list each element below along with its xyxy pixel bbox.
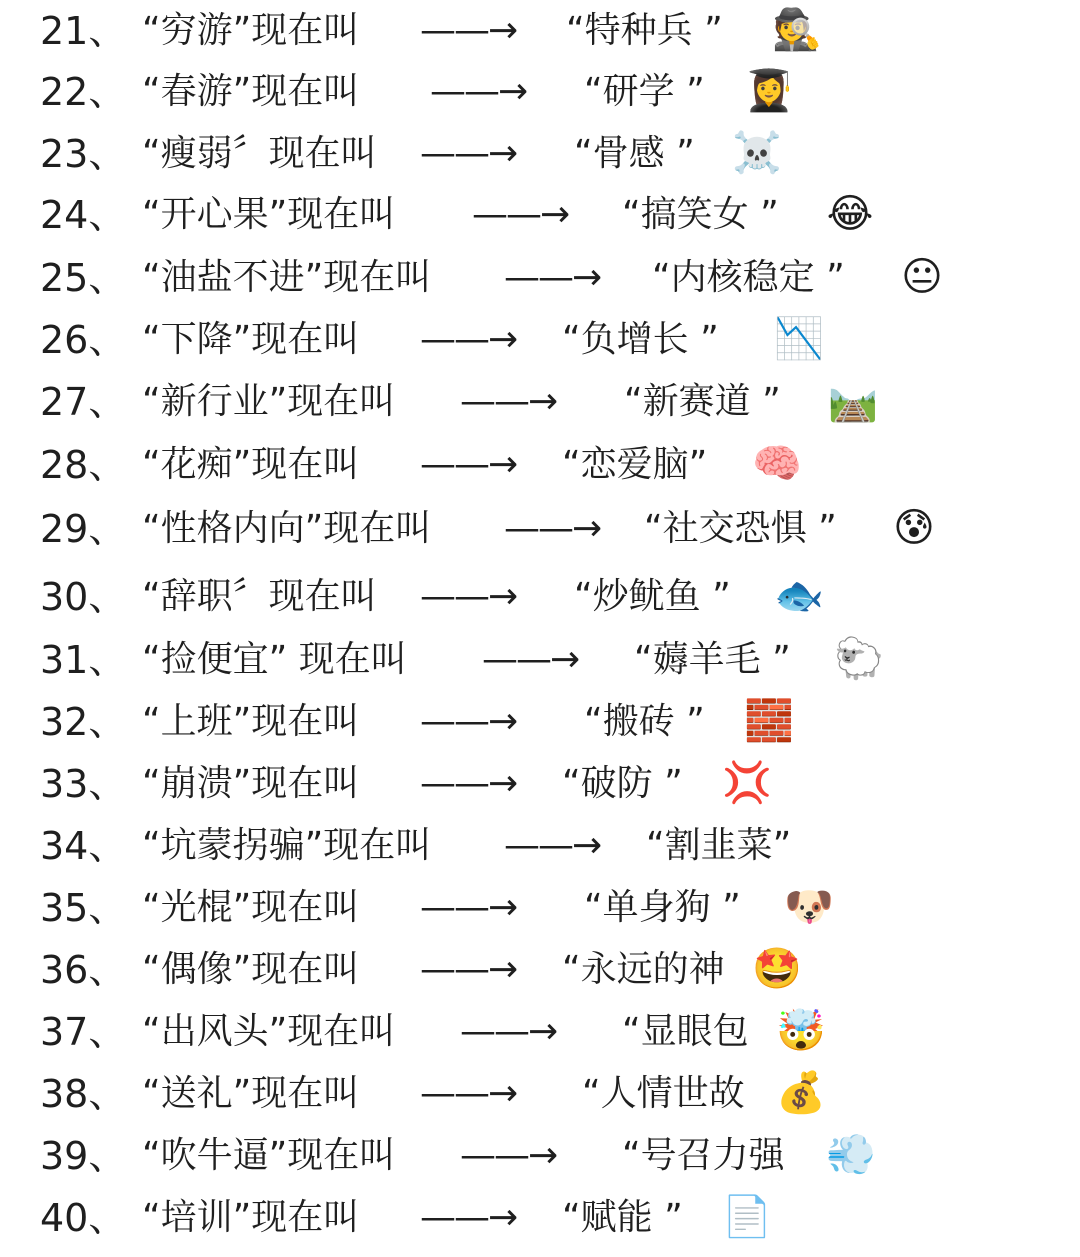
old-term: “下降”现在叫	[142, 319, 360, 360]
arrow: ——→	[420, 133, 517, 174]
arrow: ——→	[460, 381, 557, 422]
document-emoji-icon: 📄	[722, 1194, 772, 1240]
item-number: 30、	[40, 575, 127, 619]
item-number: 33、	[40, 762, 127, 806]
exploding-head-emoji-icon: 🤯	[776, 1008, 826, 1054]
chart-decreasing-emoji-icon: 📉	[774, 316, 824, 362]
item-number: 23、	[40, 132, 127, 176]
list-item	[0, 939, 1080, 1001]
new-term: “显眼包	[622, 1011, 749, 1052]
list-item	[0, 371, 1080, 433]
item-number: 35、	[40, 886, 127, 930]
old-term: “新行业”现在叫	[142, 381, 396, 422]
list-item	[0, 498, 1080, 560]
old-term: “捡便宜” 现在叫	[142, 639, 407, 680]
dog-face-emoji-icon: 🐶	[784, 884, 834, 930]
money-bag-emoji-icon: 💰	[776, 1070, 826, 1116]
new-term: “研学 ”	[584, 71, 705, 112]
fish-emoji-icon: 🐟	[774, 573, 824, 619]
list-item	[0, 629, 1080, 691]
arrow: ——→	[420, 949, 517, 990]
arrow: ——→	[420, 444, 517, 485]
old-term: “培训”现在叫	[142, 1197, 360, 1238]
item-number: 31、	[40, 638, 127, 682]
dash-emoji-icon: 💨	[826, 1132, 876, 1178]
list-item	[0, 123, 1080, 185]
list-item	[0, 184, 1080, 246]
detective-emoji-icon: 🕵️	[772, 7, 822, 53]
new-term: “社交恐惧 ”	[644, 508, 837, 549]
old-term: “辞职〞现在叫	[142, 576, 377, 617]
star-struck-emoji-icon: 🤩	[752, 946, 802, 992]
new-term: “内核稳定 ”	[652, 257, 845, 298]
new-term: “赋能 ”	[562, 1197, 683, 1238]
old-term: “崩溃”现在叫	[142, 763, 360, 804]
arrow: ——→	[420, 1073, 517, 1114]
list-item	[0, 815, 1080, 877]
old-term: “油盐不进”现在叫	[142, 257, 432, 298]
new-term: “新赛道 ”	[624, 381, 781, 422]
old-term: “穷游”现在叫	[142, 10, 360, 51]
old-term: “上班”现在叫	[142, 701, 360, 742]
arrow: ——→	[420, 701, 517, 742]
item-number: 38、	[40, 1072, 127, 1116]
arrow: ——→	[460, 1135, 557, 1176]
new-term: “特种兵 ”	[566, 10, 723, 51]
old-term: “瘦弱〞现在叫	[142, 133, 377, 174]
item-number: 24、	[40, 193, 127, 237]
item-number: 32、	[40, 700, 127, 744]
old-term: “坑蒙拐骗”现在叫	[142, 825, 432, 866]
item-number: 22、	[40, 70, 127, 114]
item-number: 40、	[40, 1196, 127, 1240]
graduate-emoji-icon: 👩‍🎓	[744, 68, 794, 114]
new-term: “永远的神	[562, 949, 725, 990]
old-term: “花痴”现在叫	[142, 444, 360, 485]
list-item	[0, 566, 1080, 628]
list-item	[0, 1125, 1080, 1187]
laughing-tears-emoji-icon: 😂	[826, 191, 874, 237]
item-number: 39、	[40, 1134, 127, 1178]
new-term: “割韭菜”	[646, 825, 792, 866]
item-number: 36、	[40, 948, 127, 992]
arrow: ——→	[420, 10, 517, 51]
new-term: “单身狗 ”	[584, 887, 741, 928]
arrow: ——→	[504, 257, 601, 298]
item-number: 21、	[40, 9, 127, 53]
railway-track-emoji-icon: 🛤️	[828, 378, 878, 424]
arrow: ——→	[482, 639, 579, 680]
old-term: “出风头”现在叫	[142, 1011, 396, 1052]
neutral-face-emoji-icon: 😐	[901, 254, 943, 300]
list-item	[0, 1063, 1080, 1125]
new-term: “搬砖 ”	[584, 701, 705, 742]
old-term: “吹牛逼”现在叫	[142, 1135, 396, 1176]
new-term: “恋爱脑”	[562, 444, 708, 485]
list-item	[0, 1001, 1080, 1063]
list-item	[0, 1187, 1080, 1249]
old-term: “开心果”现在叫	[142, 194, 396, 235]
new-term: “搞笑女 ”	[622, 194, 779, 235]
arrow: ——→	[420, 1197, 517, 1238]
arrow: ——→	[504, 508, 601, 549]
item-number: 37、	[40, 1010, 127, 1054]
list-item	[0, 0, 1080, 62]
item-number: 34、	[40, 824, 127, 868]
new-term: “号召力强	[622, 1135, 785, 1176]
list-item	[0, 247, 1080, 309]
list-item	[0, 753, 1080, 815]
sheep-emoji-icon: 🐑	[834, 636, 884, 682]
arrow: ——→	[420, 763, 517, 804]
arrow: ——→	[472, 194, 569, 235]
old-term: “偶像”现在叫	[142, 949, 360, 990]
arrow: ——→	[420, 319, 517, 360]
old-term: “送礼”现在叫	[142, 1073, 360, 1114]
list-item	[0, 877, 1080, 939]
list-item	[0, 309, 1080, 371]
new-term: “负增长 ”	[562, 319, 719, 360]
item-number: 27、	[40, 380, 127, 424]
anxious-sweat-emoji-icon: 😰	[893, 505, 935, 551]
old-term: “春游”现在叫	[142, 71, 360, 112]
anger-symbol-emoji-icon: 💢	[722, 760, 772, 806]
arrow: ——→	[504, 825, 601, 866]
brain-emoji-icon: 🧠	[752, 441, 802, 487]
item-number: 26、	[40, 318, 127, 362]
new-term: “炒鱿鱼 ”	[574, 576, 731, 617]
old-term: “性格内向”现在叫	[142, 508, 432, 549]
skull-crossbones-emoji-icon: ☠️	[732, 130, 782, 176]
item-number: 25、	[40, 256, 127, 300]
arrow: ——→	[430, 71, 527, 112]
arrow: ——→	[420, 887, 517, 928]
arrow: ——→	[420, 576, 517, 617]
new-term: “薅羊毛 ”	[634, 639, 791, 680]
old-term: “光棍”现在叫	[142, 887, 360, 928]
new-term: “破防 ”	[562, 763, 683, 804]
arrow: ——→	[460, 1011, 557, 1052]
list-item	[0, 434, 1080, 496]
item-number: 28、	[40, 443, 127, 487]
list-item	[0, 61, 1080, 123]
new-term: “人情世故	[582, 1073, 745, 1114]
list-item	[0, 691, 1080, 753]
brick-emoji-icon: 🧱	[744, 698, 794, 744]
item-number: 29、	[40, 507, 127, 551]
new-term: “骨感 ”	[574, 133, 695, 174]
